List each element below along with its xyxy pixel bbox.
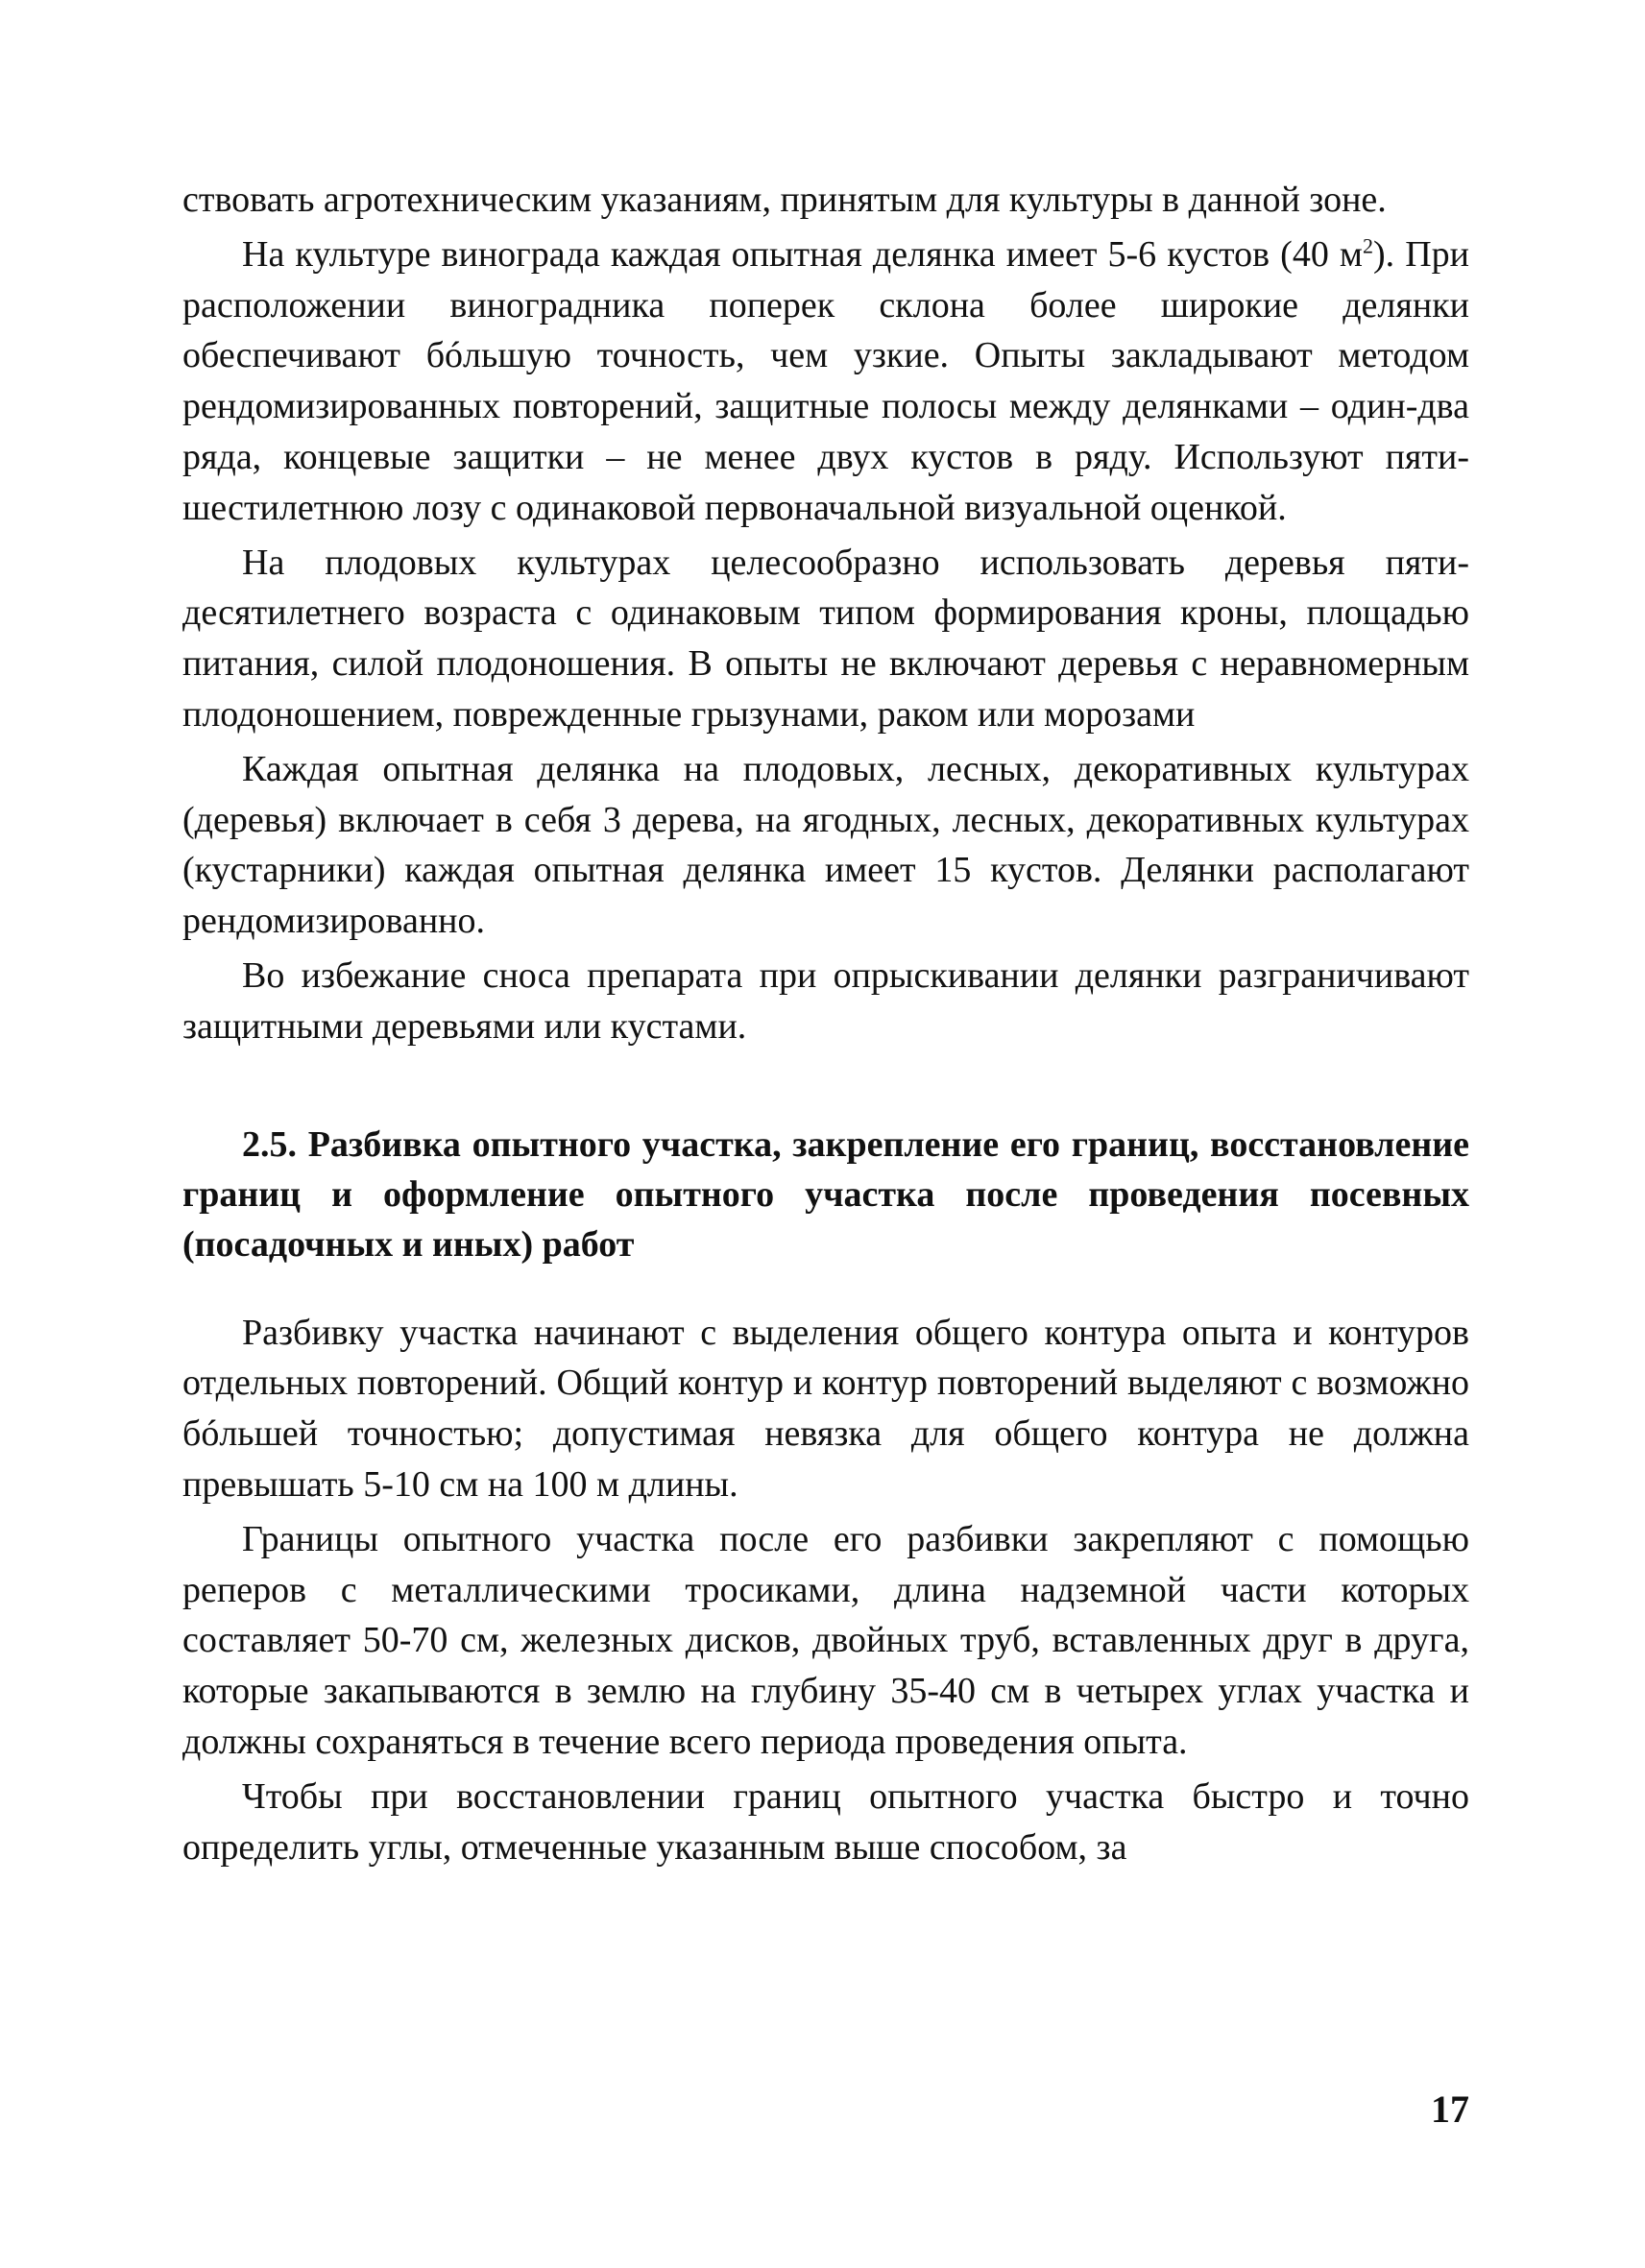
- paragraph-continuation: ствовать агротехническим указаниям, принятым для культуры в данной зоне.: [182, 180, 1387, 220]
- paragraph-boundary-restoration: Чтобы при восстановлении границ опытного участка быстро и точно определить углы, отмеченные указанным выше способом, за: [182, 1775, 1469, 1868]
- superscript-text: 2: [1362, 233, 1373, 258]
- page-body: [182, 175, 1469, 1876]
- paragraph-plot-layout: Разбивку участка начинают с выделения общего контура опыта и контуров отдельных повторений. Общий контур и контур повторений выделяют с возможно бóльшей точностью; допустимая невязка для общего контура не должна превышать 5-10 см на 100 м длины.: [182, 1312, 1469, 1505]
- paragraph-text: На культуре винограда каждая опытная делянка имеет 5-6 кустов (40 м: [242, 233, 1363, 275]
- paragraph-fruit-trees: На плодовых культурах целесообразно использовать деревья пяти-десятилетнего возраста с одинаковым типом формирования кроны, площадью питания, силой плодоношения. В опыты не включают деревья с неравномерным плодоношением, поврежденные грызунами, раком или морозами: [182, 542, 1469, 735]
- paragraph-text: ). При расположении виноградника поперек склона более широкие делянки обеспечивают бóльшую точность, чем узкие. Опыты закладывают методом рендомизированных повторений, защитные полосы между делянками – один-два ряда, концевые защитки – не менее двух кустов в ряду. Используют пяти-шестилетнюю лозу с одинаковой первоначальной визуальной оценкой.: [182, 233, 1470, 528]
- paragraph-plot-composition: Каждая опытная делянка на плодовых, лесных, декоративных культурах (деревья) включает в себя 3 дерева, на ягодных, лесных, декоративных культурах (кустарники) каждая опытная делянка имеет 15 кустов. Делянки располагают рендомизированно.: [182, 748, 1469, 942]
- paragraph-grape-plots: [182, 229, 1469, 534]
- page-number: 17: [1431, 2087, 1469, 2131]
- section-heading: 2.5. Разбивка опытного участка, закрепление его границ, восстановление границ и оформление опытного участка после проведения посевных (посадочных и иных) работ: [182, 1123, 1469, 1265]
- paragraph-drift-protection: Во избежание сноса препарата при опрыскивании делянки разграничивают защитными деревьями или кустами.: [182, 954, 1469, 1047]
- paragraph-boundary-markers: Границы опытного участка после его разбивки закрепляют с помощью реперов с металлическими тросиками, длина надземной части которых составляет 50-70 см, железных дисков, двойных труб, вставленных друг в друга, которые закапываются в землю на глубину 35-40 см в четырех углах участка и должны сохраняться в течение всего периода проведения опыта.: [182, 1518, 1469, 1762]
